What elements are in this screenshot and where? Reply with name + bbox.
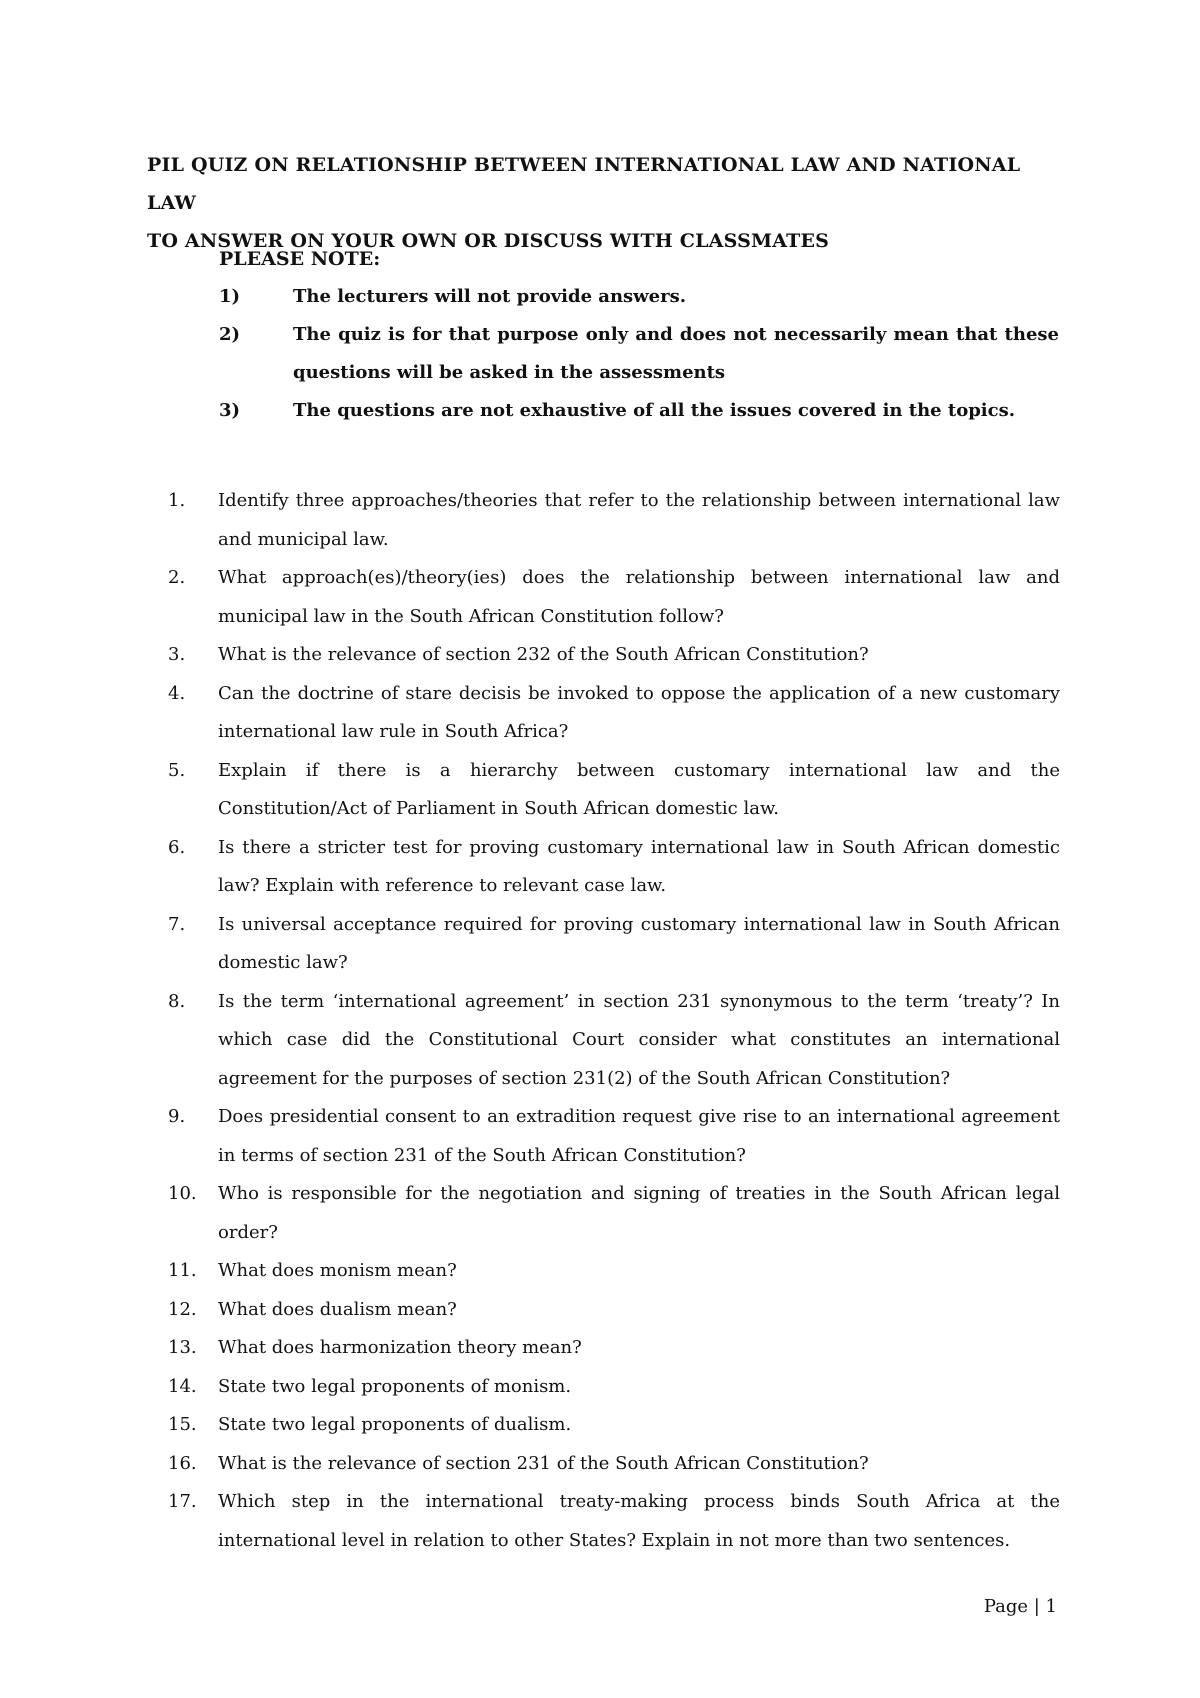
- question-number: 16.: [168, 1452, 197, 1474]
- question-text: Is universal acceptance required for proving customary international law in South African domestic law?: [218, 913, 1060, 973]
- question-number: 3.: [168, 644, 186, 665]
- question-item: [168, 1406, 1060, 1445]
- question-number: 8.: [168, 990, 186, 1012]
- question-number: 15.: [168, 1414, 197, 1435]
- question-item: [168, 482, 1060, 559]
- question-number: 17.: [168, 1491, 197, 1512]
- question-number: 14.: [168, 1375, 197, 1397]
- question-item: [168, 983, 1060, 1099]
- question-text: Which step in the international treaty-making process binds South Africa at the international level in relation to other States? Explain in not more than two sentences.: [218, 1491, 1060, 1551]
- question-item: [168, 829, 1060, 906]
- question-item: [168, 675, 1060, 752]
- question-text: Identify three approaches/theories that refer to the relationship between international law and municipal law.: [218, 490, 1060, 550]
- question-text: Who is responsible for the negotiation and signing of treaties in the South African legal order?: [218, 1183, 1060, 1243]
- question-item: [168, 1291, 1060, 1330]
- question-text: Does presidential consent to an extradition request give rise to an international agreement in terms of section 231 of the South African Constitution?: [218, 1106, 1060, 1166]
- note-item: [219, 316, 1059, 392]
- question-item: [168, 1098, 1060, 1175]
- note-text: The questions are not exhaustive of all the issues covered in the topics.: [293, 400, 1015, 421]
- question-text: State two legal proponents of dualism.: [218, 1414, 572, 1435]
- question-item: [168, 559, 1060, 636]
- question-number: 5.: [168, 759, 186, 781]
- question-item: [168, 1483, 1060, 1560]
- question-item: [168, 1368, 1060, 1407]
- question-number: 1.: [168, 490, 186, 511]
- question-text: Is the term ‘international agreement’ in section 231 synonymous to the term ‘treaty’? In which case did the Constitutional Court consider what constitutes an international agreement for the purposes of section 231(2) of the South African Constitution?: [218, 990, 1060, 1089]
- question-text: Is there a stricter test for proving customary international law in South African domestic law? Explain with reference to relevant case law.: [218, 836, 1060, 896]
- question-item: [168, 1329, 1060, 1368]
- question-number: 2.: [168, 567, 186, 588]
- question-text: Can the doctrine of stare decisis be invoked to oppose the application of a new customary international law rule in South Africa?: [218, 682, 1060, 742]
- note-number: 3): [219, 400, 241, 421]
- question-number: 13.: [168, 1337, 197, 1358]
- note-item: [219, 278, 1059, 316]
- question-text: What is the relevance of section 231 of the South African Constitution?: [218, 1452, 869, 1474]
- question-item: [168, 752, 1060, 829]
- question-text: What does monism mean?: [218, 1260, 457, 1281]
- note-text: The quiz is for that purpose only and does not necessarily mean that these questions will be asked in the assessments: [293, 324, 1059, 383]
- question-text: What does dualism mean?: [218, 1298, 457, 1320]
- question-item: [168, 1175, 1060, 1252]
- note-text: The lecturers will not provide answers.: [293, 286, 687, 307]
- title-line-2: TO ANSWER ON YOUR OWN OR DISCUSS WITH CLASSMATES: [147, 230, 830, 252]
- note-number: 2): [219, 324, 241, 345]
- question-number: 11.: [168, 1260, 197, 1281]
- notes-list: [219, 278, 1059, 430]
- question-item: [168, 906, 1060, 983]
- note-item: [219, 392, 1059, 430]
- question-number: 9.: [168, 1106, 186, 1127]
- question-number: 10.: [168, 1183, 197, 1204]
- question-number: 12.: [168, 1298, 197, 1320]
- page-number-footer: Page | 1: [983, 1596, 1057, 1617]
- question-item: [168, 1445, 1060, 1484]
- question-item: [168, 1252, 1060, 1291]
- question-item: [168, 636, 1060, 675]
- questions-list: [168, 482, 1060, 1560]
- note-heading: PLEASE NOTE:: [219, 248, 381, 270]
- question-text: State two legal proponents of monism.: [218, 1375, 572, 1397]
- question-number: 4.: [168, 682, 186, 704]
- question-text: Explain if there is a hierarchy between customary international law and the Constitution/Act of Parliament in South African domestic law.: [218, 759, 1060, 819]
- note-number: 1): [219, 286, 241, 307]
- question-text: What does harmonization theory mean?: [218, 1337, 582, 1358]
- question-number: 7.: [168, 913, 186, 935]
- title-line-1: PIL QUIZ ON RELATIONSHIP BETWEEN INTERNATIONAL LAW AND NATIONAL LAW: [147, 154, 1021, 214]
- question-number: 6.: [168, 836, 186, 858]
- question-text: What is the relevance of section 232 of the South African Constitution?: [218, 644, 869, 665]
- question-text: What approach(es)/theory(ies) does the relationship between international law and municipal law in the South African Constitution follow?: [218, 567, 1060, 627]
